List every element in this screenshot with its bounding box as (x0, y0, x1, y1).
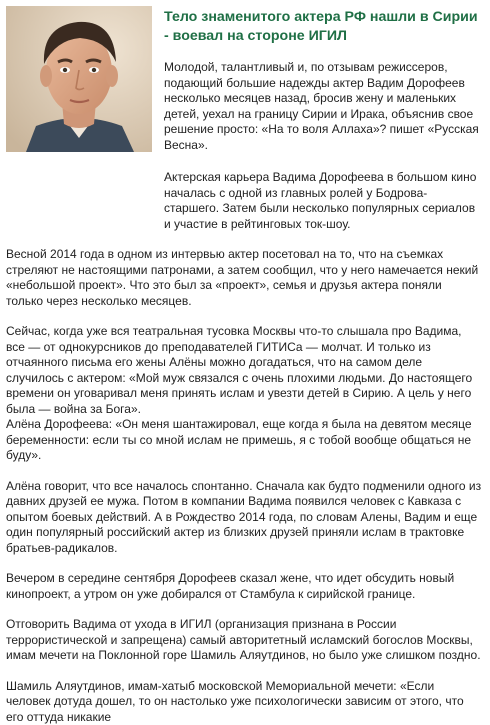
paragraph-beginning: Алёна говорит, что все началось спонтанно. Сначала как будто подменили одного из давних друзей ее мужа. Потом в компании Вадима появился человек с Кавказа с опытом боевых действий. А в Рождество 2014 года, по словам Алены, Вадим и еще один популярный российский актер из близких друзей приняли ислам в трактовке братьев-радикалов. (6, 479, 482, 557)
paragraph-imam-quote: Шамиль Аляутдинов, имам-хатыб московской Мемориальной мечети: «Если человек дотуда дошел, то он настолько уже психологически зависим от этого, что его оттуда никакие (6, 679, 482, 725)
paragraph-moscow: Сейчас, когда уже вся театральная тусовка Москвы что-то слышала про Вадима, все — от однокурсников до преподавателей ГИТИСа — молчат. И только из отчаянного письма его жены Алёны можно догадаться, что на самом деле случилось с актером: «Мой муж связался с очень плохими людьми. До настоящего времени он уговаривал меня принять ислам и увезти детей в Сирию. А цель у него была — война за Бога». (6, 324, 482, 417)
paragraph-departure: Вечером в середине сентября Дорофеев сказал жене, что идет обсудить новый кинопроект, а утром он уже добирался от Стамбула к сирийской границе. (6, 571, 482, 602)
paragraph-imam: Отговорить Вадима от ухода в ИГИЛ (организация признана в России террористической и запрещена) самый авторитетный исламский богослов Москвы, имам мечети на Поклонной горе Шамиль Аляутдинов, но было уже слишком поздно. (6, 617, 482, 664)
actor-portrait-image (6, 6, 152, 152)
paragraph-interview: Весной 2014 года в одном из интервью актер посетовал на то, что на съемках стреляют не настоящими патронами, а затем сообщил, что у него намечается некий «небольшой проект». Что это был за «проект», семья и друзья актера поняли только через несколько месяцев. (6, 247, 482, 309)
article-lead-paragraph: Молодой, талантливый и, по отзывам режиссеров, подающий большие надежды актер Вадим Дорофеев несколько месяцев назад, бросив жену и маленьких детей, уехал на границу Сирии и Ирака, объяснив свое решение просто: «На то воля Аллаха»? пишет «Русская Весна». (164, 60, 482, 153)
paragraph-alena-quote: Алёна Дорофеева: «Он меня шантажировал, еще когда я была на девятом месяце беременности: если ты со мной ислам не примешь, я с тобой вообще общаться не буду». (6, 417, 482, 464)
paragraph-career: Актерская карьера Вадима Дорофеева в большом кино началась с одной из главных ролей у Бодрова-старшего. Затем были несколько популярных сериалов и участие в рейтинговых ток-шоу. (164, 170, 482, 232)
article-headline: Тело знаменитого актера РФ нашли в Сирии - воевал на стороне ИГИЛ (164, 8, 482, 46)
actor-photo (6, 6, 152, 152)
